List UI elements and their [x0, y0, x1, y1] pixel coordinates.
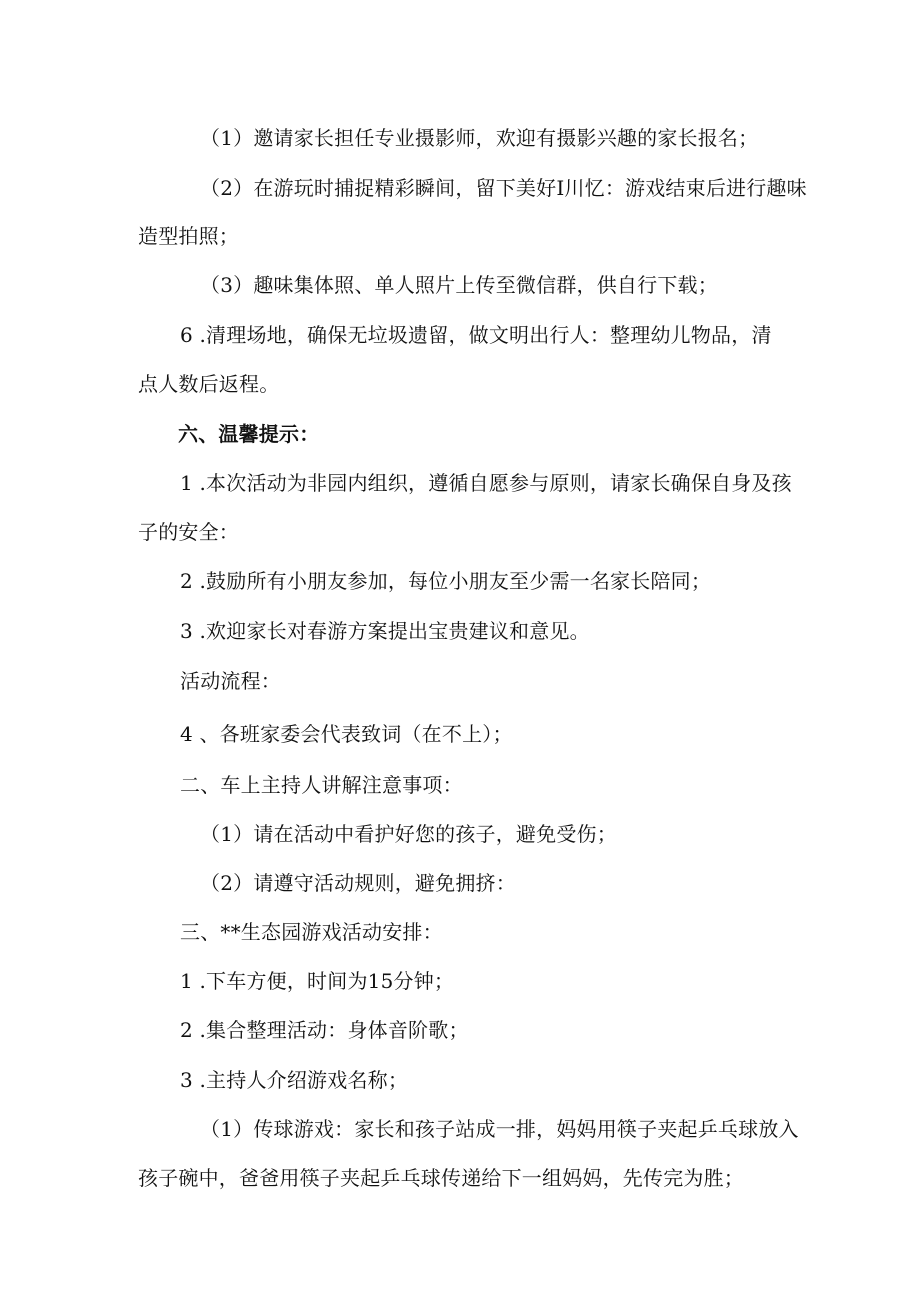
paragraph-line: 4 、各班家委会代表致词（在不上）；: [180, 722, 513, 746]
paragraph-line: （1）邀请家长担任专业摄影师，欢迎有摄影兴趣的家长报名；: [200, 126, 759, 150]
section-heading: 六、温馨提示：: [178, 422, 320, 446]
paragraph-line: 3 .欢迎家长对春游方案提出宝贵建议和意见。: [180, 619, 590, 643]
paragraph-line: （1）传球游戏：家长和孩子站成一排，妈妈用筷子夹起乒乓球放入: [200, 1117, 799, 1141]
section-heading: 三、**生态园游戏活动安排：: [180, 920, 443, 944]
paragraph-line: 6 .清理场地，确保无垃圾遗留，做文明出行人：整理幼儿物品，清: [180, 323, 772, 347]
paragraph-line: （3）趣味集体照、单人照片上传至微信群，供自行下载；: [200, 273, 718, 297]
paragraph-line: （2）请遵守活动规则，避免拥挤：: [200, 871, 516, 895]
paragraph-line: 活动流程：: [180, 669, 281, 693]
paragraph-line: 2 .集合整理活动：身体音阶歌；: [180, 1018, 469, 1042]
paragraph-line: 2 .鼓励所有小朋友参加，每位小朋友至少需一名家长陪同；: [180, 569, 712, 593]
paragraph-line: （1）请在活动中看护好您的孩子，避免受伤；: [200, 822, 617, 846]
paragraph-line: 3 .主持人介绍游戏名称；: [180, 1068, 409, 1092]
paragraph-line: 1 .下车方便，时间为15分钟；: [180, 969, 455, 993]
paragraph-line: 1 .本次活动为非园内组织，遵循自愿参与原则，请家长确保自身及孩: [180, 471, 792, 495]
paragraph-line: （2）在游玩时捕捉精彩瞬间，留下美好I川忆：游戏结束后进行趣味: [200, 176, 807, 200]
paragraph-line: 孩子碗中，爸爸用筷子夹起乒乓球传递给下一组妈妈，先传完为胜；: [138, 1166, 744, 1190]
paragraph-line: 点人数后返程。: [138, 372, 280, 396]
paragraph-line: 子的安全：: [138, 520, 239, 544]
section-heading: 二、车上主持人讲解注意事项：: [180, 773, 463, 797]
paragraph-line: 造型拍照；: [138, 224, 239, 248]
